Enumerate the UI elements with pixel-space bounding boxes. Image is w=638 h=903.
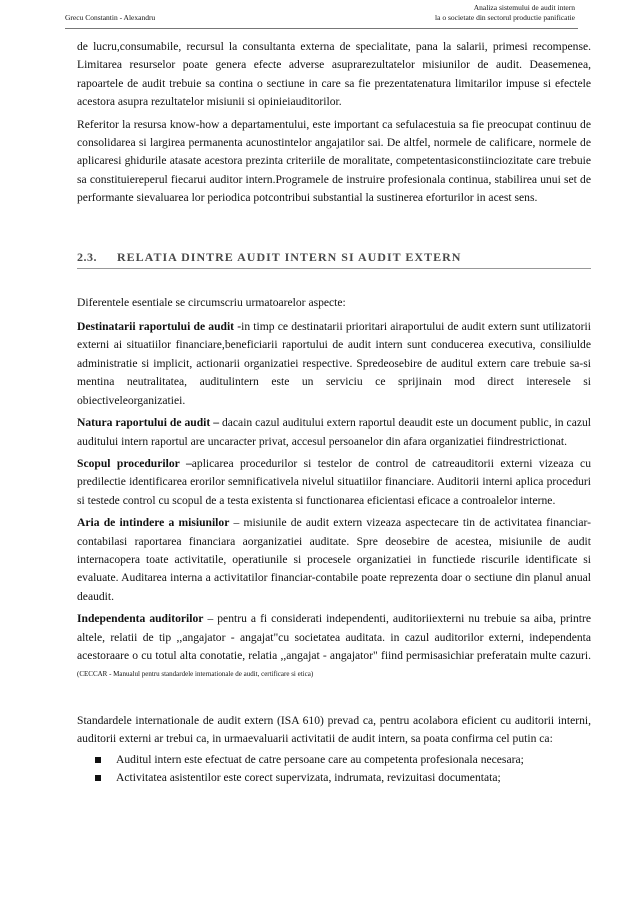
square-bullet-icon (95, 757, 101, 763)
item-aria (77, 514, 591, 606)
paragraph-standards: Standardele internationale de audit extern (ISA 610) prevad ca, pentru acolabora eficient cu auditorii interni, auditorii externi ar trebui ca, in urmaevaluarii activitatii de audit intern, sa poata confirma cel putin ca: (77, 713, 591, 746)
header-author: Grecu Constantin - Alexandru (65, 13, 156, 22)
section-title: RELATIA DINTRE AUDIT INTERN SI AUDIT EXTERN (117, 249, 462, 264)
header-divider (65, 28, 578, 29)
square-bullet-icon (95, 775, 101, 781)
bullet-list (77, 751, 591, 788)
header-title-line2: la o societate din sectorul productie panificatie (435, 13, 575, 22)
spacer (77, 690, 591, 712)
header-title (385, 3, 575, 23)
section-divider (77, 268, 591, 269)
item-text: – misiunile de audit extern vizeaza aspectecare tin de activitatea financiar-contabilasi raportarea financiara aorganizatiei auditate. Spre deosebire de acestea, misiunile de audit internacopera toate activitatile, operatiunile si procesele organizatiei in functiede riscurile identificate si evaluate. Auditarea interna a activitatilor financiar-contabile poate reprezenta doar o sectiune din planul anual deaudit. (77, 516, 591, 603)
item-label: Aria de intindere a misiunilor (77, 516, 230, 530)
item-natura (77, 414, 591, 451)
list-item-text: Auditul intern este efectuat de catre persoane care au competenta profesionala necesara; (116, 752, 524, 766)
item-text: dacain cazul auditului extern raportul deaudit este un document public, in cazul auditului intern raportul are uncaracter privat, accesul persoanelor din afara organizatiei fiindrestrictionat. (77, 416, 592, 448)
item-scopul (77, 455, 591, 510)
list-item (95, 769, 591, 787)
paragraph-resources: de lucru,consumabile, recursul la consultanta externa de specialitate, pana la salarii, primesi recompense. Limitarea resurselor poate genera efecte adverse asuprarezultatelor misiunilor de audit. Deasemenea, rapoartele de audit trebuie sa contina o sectiune in care sa fie prezentatenatura limitarilor impuse si efectele acestora asupra rezultatelor misiunii si opinieiauditorilor. (77, 40, 591, 109)
item-text: – pentru a fi considerati independenti, auditoriiexterni nu trebuie sa aiba, printre altele, relatii de tip ,,angajator - angajat"cu societatea auditata. in cazul auditorilor externi, independenta acestoraare o cu totul alta conotatie, relatia ,,angajat - angajator" fiind permisasichiar preferatain multe cazuri. (77, 612, 591, 662)
item-text: aplicarea procedurilor si testelor de control de catreauditorii externi vizeaza cu predilectie identificarea erorilor semnificativela nivelul situatiilor financiare. Auditorii interni aplica proceduri si testede control cu scopul de a testa existenta si functionarea eficientasi eficace a controalelor interne. (77, 456, 591, 507)
item-label: Natura raportului de audit – (77, 416, 219, 430)
list-item-text: Activitatea asistentilor este corect supervizata, indrumata, revizuitasi documentata; (116, 771, 501, 784)
item-label: Scopul procedurilor – (77, 456, 192, 470)
item-independenta (77, 610, 591, 690)
citation: (CECCAR - Manualul pentru standardele internationale de audit, certificare si etica) (77, 670, 314, 679)
header-title-line1: Analiza sistemului de audit intern (473, 3, 575, 12)
section-number: 2.3. (77, 249, 97, 264)
item-label: Independenta auditorilor (77, 612, 204, 626)
list-item (95, 751, 591, 769)
section-heading (77, 230, 591, 272)
paragraph-intro: Diferentele esentiale se circumscriu urmatoarelor aspecte: (77, 295, 346, 309)
page-header (0, 0, 638, 32)
item-label: Destinatarii raportului de audit - (77, 320, 242, 334)
item-destinatarii (77, 318, 591, 410)
item-text: in timp ce destinatarii prioritari airaportului de audit extern sunt utilizatorii externi ai situatiilor financiare,beneficiarii raportului de audit intern sunt conducerea executiva, consiliulde administratie si implicit, actionarii organizatiei respective. Spredeosebire de auditul extern care trebuie sa-si mentina neutralitatea, auditulintern este un serviciu ce sprijinain mod direct interesele si obiectiveleorganizatiei. (77, 320, 591, 407)
paragraph-know-how: Referitor la resursa know-how a departamentului, este important ca sefulacestuia sa fie preocupat continuu de consolidarea si largirea permanenta acunostintelor angajatilor sai. De altfel, normele de calificare, normele de aplicaresi ghidurile atasate acestora prezinta criteriile de moralitate, competentasiconstiinciozitate care trebuie sa constituiereperul fiecarui auditor intern.Programele de instruire profesionala continua, stabilirea unui set de performante sievaluarea lor periodica potcontribui substantial la sustinerea eforturilor in acest sens. (77, 117, 591, 205)
document-body (77, 38, 591, 787)
